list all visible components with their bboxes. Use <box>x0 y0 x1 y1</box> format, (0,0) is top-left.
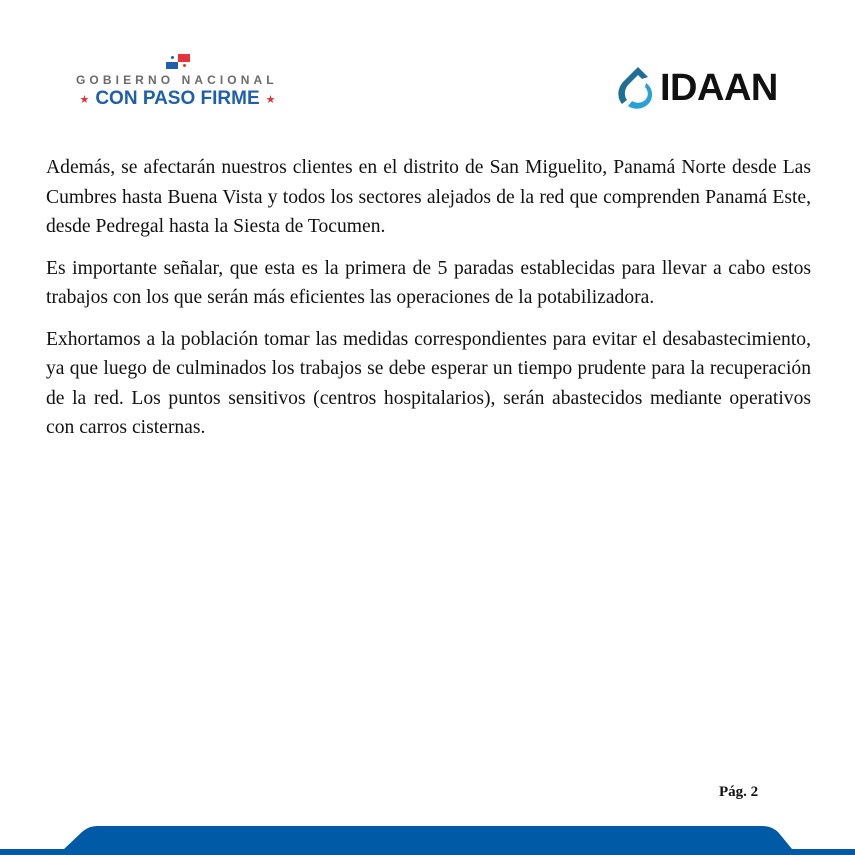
logo-line-slogan <box>70 88 285 110</box>
footer-band-decoration <box>0 822 855 855</box>
slogan-text: CON PASO FIRME <box>95 88 260 109</box>
logo-line-gobierno: GOBIERNO NACIONAL <box>76 73 278 87</box>
idaan-logo <box>618 64 793 112</box>
page-number: Pág. 2 <box>719 784 759 800</box>
document-body <box>46 153 811 455</box>
water-drop-icon <box>618 65 658 111</box>
paragraph: Exhortamos a la población tomar las medidas correspondientes para evitar el desabastecimiento, ya que luego de culminados los trabajos se debe esperar un tiempo prudente para la recuperación de la red. Los puntos sensitivos (centros hospitalarios), serán abastecidos mediante operativos con carros cisternas. <box>46 328 811 438</box>
star-icon: ★ <box>79 93 90 106</box>
gobierno-nacional-logo <box>70 52 285 112</box>
paragraph: Es importante señalar, que esta es la primera de 5 paradas establecidas para llevar a cabo estos trabajos con los que serán más eficientes las operaciones de la potabilizadora. <box>46 257 811 308</box>
idaan-wordmark: IDAAN <box>660 67 778 109</box>
star-icon: ★ <box>265 93 276 106</box>
panama-flag-icon <box>166 54 190 69</box>
paragraph: Además, se afectarán nuestros clientes en el distrito de San Miguelito, Panamá Norte desde Las Cumbres hasta Buena Vista y todos los sectores alejados de la red que comprenden Panamá Este, desde Pedregal hasta la Siesta de Tocumen. <box>46 157 811 237</box>
